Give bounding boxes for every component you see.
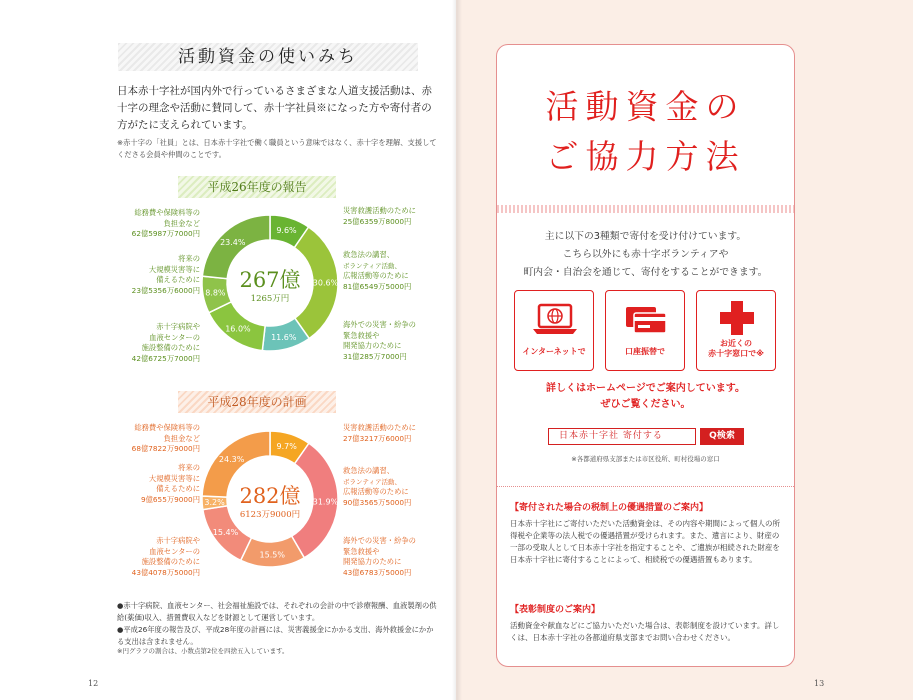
chart2-label-overseas: 海外での災害・紛争の 緊急救援や 開発協力のために 43億6783万5000円 [343,536,416,577]
page-number-left: 12 [88,679,99,688]
chart1-label-hospital: 赤十字病院や 血液センターの 施設整備のために 42億6725万7000円 [131,322,200,363]
footnote-1: ●赤十字病院、血液センター、社会福祉施設では、それぞれの会計の中で診療報酬、血液製剤の供給(薬価)収入、措置費収入などを財源として運営しています。 [117,601,437,622]
donation-intro [496,228,795,282]
dotted-divider [497,205,794,213]
chart2-label-hospital: 赤十字病院や 血液センターの 施設整備のために 43億4078万5000円 [131,536,200,577]
homepage-guide-line2: ぜひご覧ください。 [600,399,691,410]
chart2-label-disaster: 災害救護活動のために 27億3217万6000円 [343,423,416,443]
method-counter [696,290,776,371]
chart-title-2014: 平成26年度の報告 [178,176,336,198]
award-body: 活動資金や献血などにご協力いただいた場合は、表彰制度を設けています。詳しくは、日本赤十字社の各都道府県支部までお問い合わせください。 [510,621,780,642]
donation-title-line1: 活動資金の [545,87,746,126]
chart1-center-value: 267億 [239,268,301,292]
chart2-slice-3-label: 15.5% [259,550,285,560]
search-query-box: 日本赤十字社 寄付する [548,428,696,445]
chart2-slice-1-label: 9.7% [276,442,297,452]
chart2-label-future: 将来の 大規模災害等に 備えるために 9億655万9000円 [140,463,200,504]
method-bank-label: 口座振替で [625,347,665,356]
chart2-label-general: 総務費や保険料等の 負担金など 68億7822万9000円 [131,423,200,453]
chart1-label-future: 将来の 大規模災害等に 備えるために 23億5356万6000円 [131,254,200,295]
chart1-label-overseas: 海外での災害・紛争の 緊急救援や 開発協力のために 31億285万7000円 [343,320,416,361]
chart1-slice-2-label: 30.6% [312,278,339,288]
red-cross-icon [697,291,777,341]
chart1-slice-5-label: 8.8% [205,288,226,298]
method-bank [605,290,685,371]
page-number-right: 13 [814,679,825,688]
chart1-label-firstaid: 救急法の講習、 ボランティア活動、 広報活動等のために 81億6549万5000円 [343,250,412,291]
chart2-slice-5-label: 3.2% [204,498,225,508]
chart1-slice-6-label: 23.4% [220,237,246,247]
donation-title [496,82,795,182]
award-heading: 【表彰制度のご案内】 [510,605,601,615]
laptop-globe-icon [515,291,595,347]
method-internet [514,290,594,371]
credit-card-icon [606,291,686,347]
method-counter-label-line1: お近くの [720,339,752,348]
tax-body: 日本赤十字社にご寄付いただいた活動資金は、その内容や期間によって個人の所得税や企業等の法人税での優遇措置が受けられます。また、遺言により、財産の一部の受取人として日本赤十字社を指定することや、ご遺族が相続された財産を日本赤十字社に寄付することによって、相続税での優遇措置もあります。 [510,519,780,564]
chart1-slice-4-label: 16.0% [225,324,251,334]
chart1-slice-1-label: 9.6% [276,226,297,236]
tax-heading: 【寄付された場合の税制上の優遇措置のご案内】 [510,503,709,513]
chart1-center-sub: 1265万円 [250,294,290,304]
donation-intro-line3: 町内会・自治会を通じて、寄付をすることができます。 [523,267,768,278]
homepage-guide [496,381,795,413]
donation-intro-line1: 主に以下の3種類で寄付を受け付けています。 [544,231,747,242]
chart2-label-firstaid: 救急法の講習、 ボランティア活動、 広報活動等のために 90億3565万5000円 [343,466,412,507]
footnotes [117,600,437,648]
homepage-guide-line1: 詳しくはホームページでご案内しています。 [546,383,745,394]
method-counter-label [697,339,775,359]
page-title: 活動資金の使いみち [178,47,358,67]
intro-text: 日本赤十字社が国内外で行っているさまざまな人道支援活動は、赤十字の理念や活動に賛同して、赤十字社員※になった方や寄付者の方がたに支えられています。 [117,85,432,131]
chart-title-2016: 平成28年度の計画 [178,391,336,413]
chart2-slice-2-label: 31.9% [312,497,339,507]
donation-intro-line2: こちら以外にも赤十字ボランティアや [562,249,729,260]
chart2-center-value: 282億 [239,484,301,508]
chart1-slice-3-label: 11.6% [271,332,297,342]
dotted-divider-2 [497,486,794,487]
chart1-label-disaster: 災害救護活動のために 25億6359万8000円 [343,206,416,226]
donation-title-line2: ご協力方法 [545,137,746,176]
search-button: Q検索 [700,428,744,445]
chart2-slice-6-label: 24.3% [218,454,245,464]
method-counter-label-line2: 赤十字窓口で※ [708,349,764,358]
footnote-2: ●平成26年度の報告及び、平成28年度の計画には、災害義援金にかかる支出、海外救援金にかかる支出は含まれません。 [117,625,434,646]
chart2-center-sub: 6123万9000円 [239,510,301,520]
method-internet-label: インターネットで [522,347,586,356]
footnote-rounding: ※円グラフの割合は、小数点第2位を四捨五入しています。 [117,647,289,655]
counter-note: ※各都道府県支部または市区役所、町村役場の窓口 [571,455,720,463]
chart2-slice-4-label: 15.4% [212,528,239,538]
intro-note: ※赤十字の「社員」とは、日本赤十字社で働く職員という意味ではなく、赤十字を理解、支援してくださる会員や仲間のことです。 [117,138,437,159]
chart1-label-general: 総務費や保険料等の 負担金など 62億5987万7000円 [131,208,200,238]
